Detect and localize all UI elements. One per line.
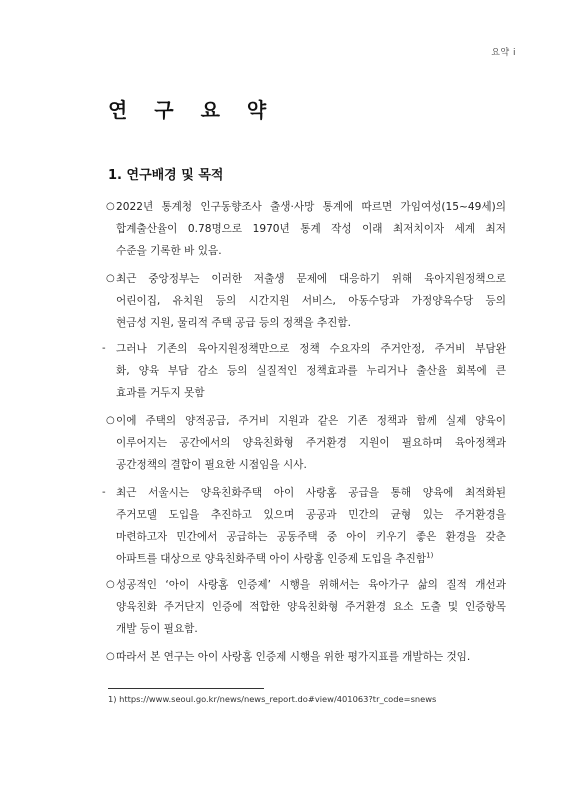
running-head: 요약 i: [491, 48, 516, 58]
paragraph-line: 그러나 기존의 육아지원정책만으로 정책 수요자의 주거안정, 주거비 부담완: [116, 343, 506, 355]
paragraph-birth-rate: [106, 196, 506, 262]
bullet-marker: ○: [106, 651, 115, 662]
paragraph-certification-need: [106, 574, 506, 640]
dash-marker: -: [102, 487, 106, 498]
paragraph-line: 현금성 지원, 물리적 주택 공급 등의 정책을 추진함.: [116, 317, 351, 329]
bullet-marker: ○: [106, 201, 115, 212]
dash-marker: -: [102, 343, 106, 354]
paragraph-line-text: 아파트를 대상으로 양육친화주택 아이 사랑홈 인증제 도입을 추진함: [116, 553, 427, 565]
page-title: 연 구 요 약: [108, 98, 277, 122]
paragraph-line: 따라서 본 연구는 아이 사랑홈 인증제 시행을 위한 평가지표를 개발하는 것임.: [116, 651, 471, 663]
paragraph-line: 수준을 기록한 바 있음.: [116, 245, 222, 257]
paragraph-line: 어린이집, 유치원 등의 시간지원 서비스, 아동수당과 가정양육수당 등의: [116, 295, 506, 307]
paragraph-line: 이에 주택의 양적공급, 주거비 지원과 같은 기존 정책과 함께 실제 양육이: [116, 415, 506, 427]
paragraph-line: 최근 중앙정부는 이러한 저출생 문제에 대응하기 위해 육아지원정책으로: [116, 273, 506, 285]
paragraph-line-with-footnote: [116, 548, 506, 570]
bullet-marker: ○: [106, 579, 115, 590]
paragraph-seoul-initiative: [102, 482, 506, 570]
paragraph-line: 주거모델 도입을 추진하고 있으며 공공과 민간의 균형 있는 주거환경을: [116, 509, 506, 521]
paragraph-housing-supply: [106, 410, 506, 476]
paragraph-line: 이루어지는 공간에서의 양육친화형 주거환경 지원이 필요하며 육아정책과: [116, 437, 506, 449]
paragraph-study-purpose: [106, 646, 506, 668]
paragraph-line: 합계출산율이 0.78명으로 1970년 통계 작성 이래 최저치이자 세계 최저: [116, 223, 506, 235]
bullet-marker: ○: [106, 415, 115, 426]
footnote-divider: [108, 688, 264, 689]
paragraph-policy-limits: [102, 338, 506, 404]
paragraph-line: 2022년 통계청 인구동향조사 출생·사망 통계에 따르면 가임여성(15~49세)의: [116, 201, 506, 213]
footnote: 1) https://www.seoul.go.kr/news/news_report.do#view/401063?tr_code=snews: [108, 694, 437, 704]
paragraph-line: 효과를 거두지 못함: [116, 387, 205, 399]
paragraph-line: 성공적인 ‘아이 사랑홈 인증제’ 시행을 위해서는 육아가구 삶의 질적 개선과: [116, 579, 506, 591]
paragraph-line: 양육친화 주거단지 인증에 적합한 양육친화형 주거환경 요소 도출 및 인증항목: [116, 601, 506, 613]
paragraph-line: 개발 등이 필요함.: [116, 623, 198, 635]
paragraph-line: 화, 양육 부담 감소 등의 실질적인 정책효과를 누리거나 출산율 회복에 큰: [116, 365, 506, 377]
section-heading: 1. 연구배경 및 목적: [108, 168, 224, 183]
paragraph-line: 공간정책의 결합이 필요한 시점임을 시사.: [116, 459, 307, 471]
paragraph-line: 마련하고자 민간에서 공급하는 공동주택 중 아이 키우기 좋은 환경을 갖춘: [116, 531, 506, 543]
paragraph-central-policy: [106, 268, 506, 334]
footnote-reference: 1): [426, 551, 434, 560]
bullet-marker: ○: [106, 273, 115, 284]
paragraph-line: 최근 서울시는 양육친화주택 아이 사랑홈 공급을 통해 양육에 최적화된: [116, 487, 506, 499]
